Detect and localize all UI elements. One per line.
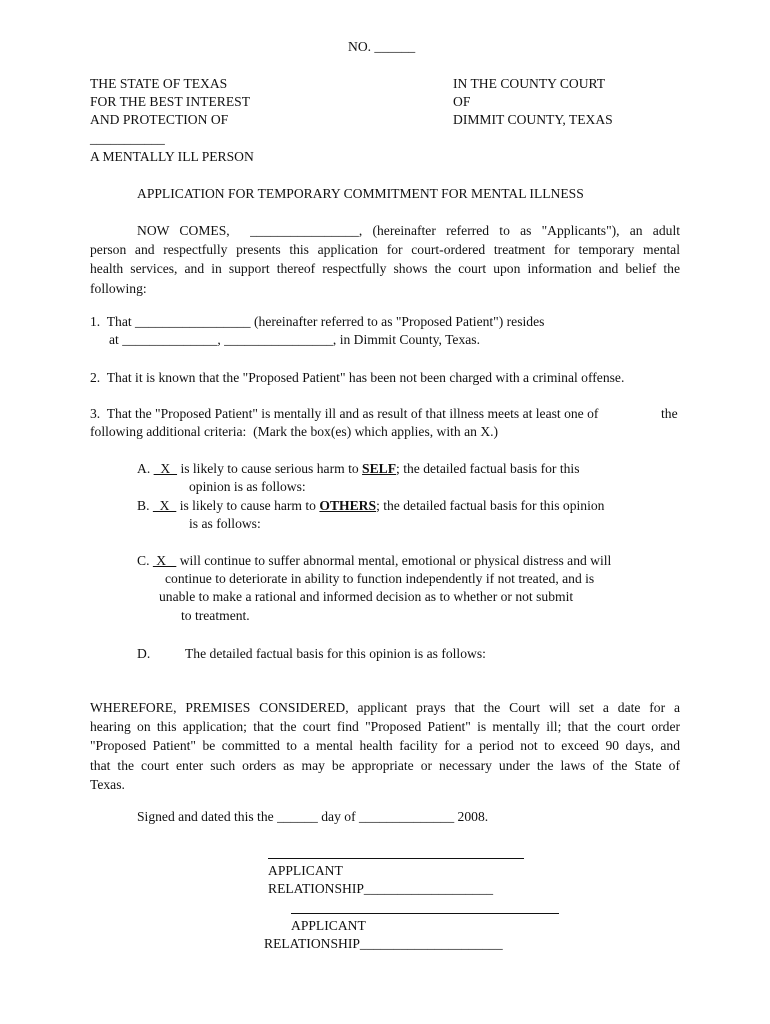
criterion-b [137,497,604,515]
item-1-line-2: at ______________, ________________, in Dimmit County, Texas. [109,332,480,347]
document-title: APPLICATION FOR TEMPORARY COMMITMENT FOR MENTAL ILLNESS [137,186,584,201]
criterion-c-checkmark: X [152,553,177,568]
intro-line-4: following: [90,280,147,296]
wherefore-line-5: Texas. [90,776,125,792]
signature-2-line [291,913,559,914]
item-2: 2. That it is known that the "Proposed Patient" has been not been charged with a criminal offense. [90,370,625,385]
caption-person: A MENTALLY ILL PERSON [90,149,254,164]
intro-line-3: health services, and in support thereof respectfully shows the court upon information and belief the [90,261,680,277]
item-1-line-1: 1. That _________________ (hereinafter referred to as "Proposed Patient") resides [90,314,545,329]
signature-1-relationship: RELATIONSHIP___________________ [268,881,494,896]
signature-1-role: APPLICANT [268,863,343,878]
signature-1-line [268,858,524,859]
signed-dated-line: Signed and dated this the ______ day of ______________ 2008. [137,809,489,824]
wherefore-paragraph [90,698,680,794]
criterion-c-letter: C. [137,553,153,568]
wherefore-line-4: that the court enter such orders as may be appropriate or necessary under the laws of the State of [90,757,680,773]
intro-line-1: NOW COMES, ________________, (hereinafter referred to as "Applicants"), an adult [137,223,680,238]
intro-line-2: person and respectfully presents this application for court-ordered treatment for temporary mental [90,242,680,258]
criterion-b-others: OTHERS [319,498,377,513]
criterion-d-text: The detailed factual basis for this opinion is as follows: [185,646,486,661]
criterion-b-checkmark: X [152,498,177,513]
item-3-line-1: 3. That the "Proposed Patient" is mentally ill and as result of that illness meets at least one of [90,406,599,421]
item-3-word-the: the [661,406,678,421]
criterion-c-text: will continue to suffer abnormal mental, emotional or physical distress and will [176,553,612,568]
criterion-a-text: is likely to cause serious harm to [177,461,363,476]
criterion-a-text-end: ; the detailed factual basis for this [396,461,580,476]
caption-right-line-1: IN THE COUNTY COURT [453,76,606,91]
signature-2-role: APPLICANT [291,918,366,933]
criterion-c-line-3: unable to make a rational and informed decision as to whether or not submit [159,589,574,604]
criterion-c-line-4: to treatment. [181,608,250,623]
criterion-d-letter: D. [137,646,151,661]
caption-right-line-2: OF [453,94,471,109]
caption-left-line-2: FOR THE BEST INTEREST [90,94,250,109]
signature-2-relationship: RELATIONSHIP_____________________ [264,936,503,951]
caption-blank-line: ___________ [90,131,165,146]
caption-left-line-1: THE STATE OF TEXAS [90,76,228,91]
caption-left-line-3: AND PROTECTION OF [90,112,229,127]
wherefore-line-2: hearing on this application; that the court find "Proposed Patient" is mentally ill; that the court order [90,719,680,735]
criterion-a [137,460,580,478]
criterion-a-checkmark: X [153,461,178,476]
criterion-b-letter: B. [137,498,153,513]
criterion-a-letter: A. [137,461,154,476]
criterion-c-line-2: continue to deteriorate in ability to function independently if not treated, and is [165,571,595,586]
criterion-b-line-2: is as follows: [189,516,261,531]
criterion-c [137,552,611,570]
item-3-line-2: following additional criteria: (Mark the box(es) which applies, with an X.) [90,424,499,439]
criterion-b-text: is likely to cause harm to [176,498,320,513]
criterion-a-line-2: opinion is as follows: [189,479,306,494]
criterion-b-text-end: ; the detailed factual basis for this opinion [376,498,605,513]
criterion-a-self: SELF [362,461,397,476]
wherefore-line-3: "Proposed Patient" be committed to a mental health facility for a period not to exceed 90 days, and [90,738,680,754]
case-number: NO. ______ [348,39,416,54]
caption-right-line-3: DIMMIT COUNTY, TEXAS [453,112,613,127]
wherefore-line-1: WHEREFORE, PREMISES CONSIDERED, applicant prays that the Court will set a date for a [90,700,680,715]
intro-paragraph [90,221,680,298]
